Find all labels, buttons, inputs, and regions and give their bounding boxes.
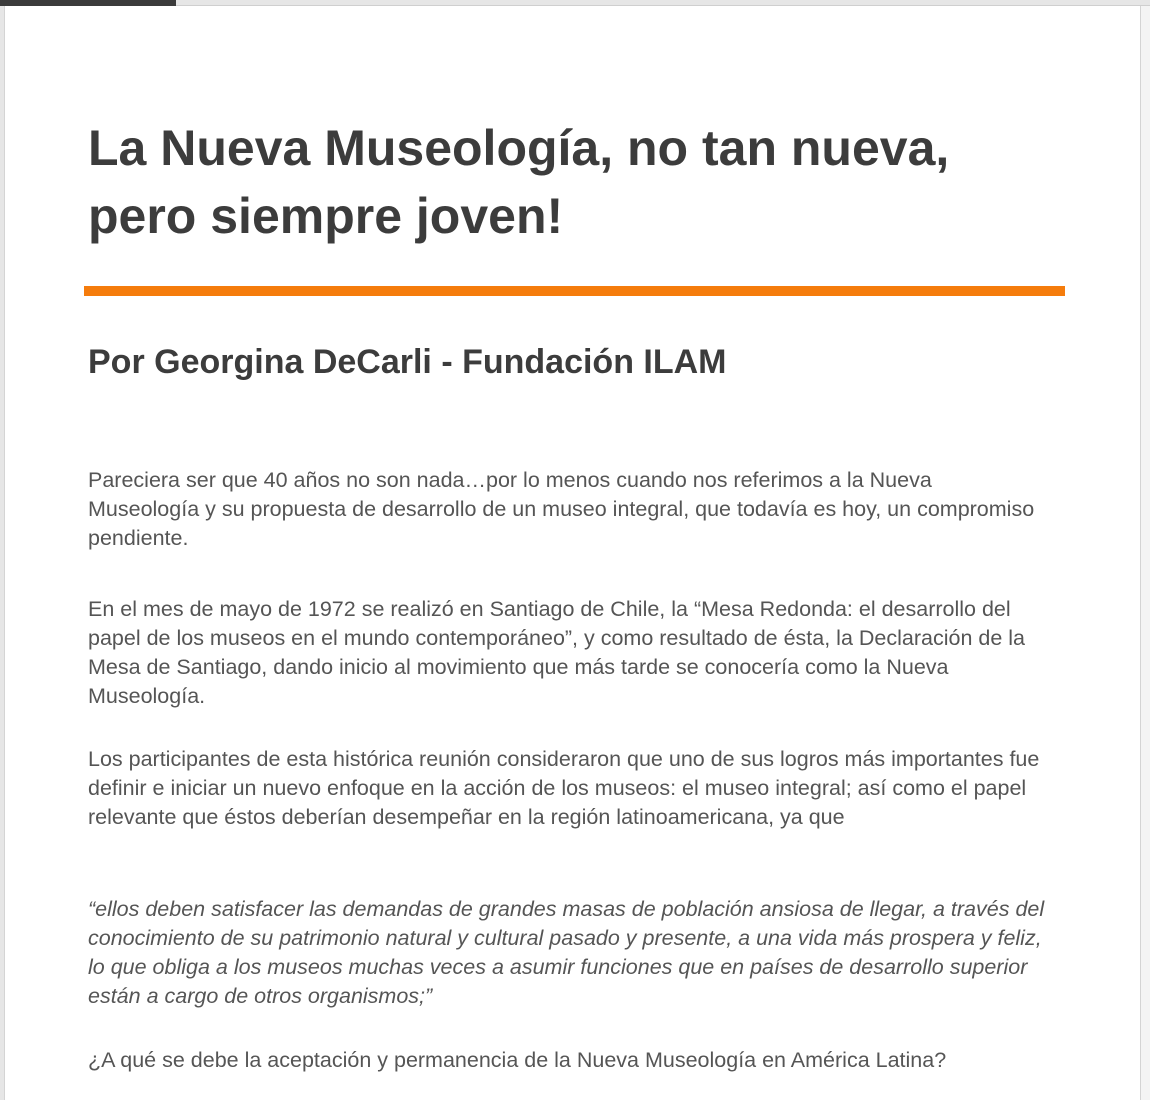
document-page xyxy=(4,6,1141,1100)
paragraph-quote: “ellos deben satisfacer las demandas de grandes masas de población ansiosa de llegar, a través del conocimiento de su patrimonio natural y cultural pasado y presente, a una vida más prospera y feliz, lo que obliga a los museos muchas veces a asumir funciones que en países de desarrollo superior están a cargo de otros organismos;” xyxy=(88,897,1045,1008)
paragraph-question: ¿A qué se debe la aceptación y permanencia de la Nueva Museología en América Latina? xyxy=(88,1048,947,1072)
paragraph-intro: Pareciera ser que 40 años no son nada…por lo menos cuando nos referimos a la Nueva Museología y su propuesta de desarrollo de un museo integral, que todavía es hoy, un compromiso pendiente. xyxy=(88,468,1035,550)
article-title: La Nueva Museología, no tan nueva, pero siempre joven! xyxy=(88,120,950,244)
paragraph-participants: Los participantes de esta histórica reunión consideraron que uno de sus logros más importantes fue definir e iniciar un nuevo enfoque en la acción de los museos: el museo integral; así como el papel relevante que éstos deberían desempeñar en la región latinoamericana, ya que xyxy=(88,747,1040,829)
title-divider xyxy=(84,286,1065,296)
scroll-gutter xyxy=(1141,6,1150,1100)
article-byline: Por Georgina DeCarli - Fundación ILAM xyxy=(88,343,727,381)
paragraph-history: En el mes de mayo de 1972 se realizó en Santiago de Chile, la “Mesa Redonda: el desarrollo del papel de los museos en el mundo contemporáneo”, y como resultado de ésta, la Declaración de la Mesa de Santiago, dando inicio al movimiento que más tarde se conocería como la Nueva Museología. xyxy=(88,597,1025,708)
